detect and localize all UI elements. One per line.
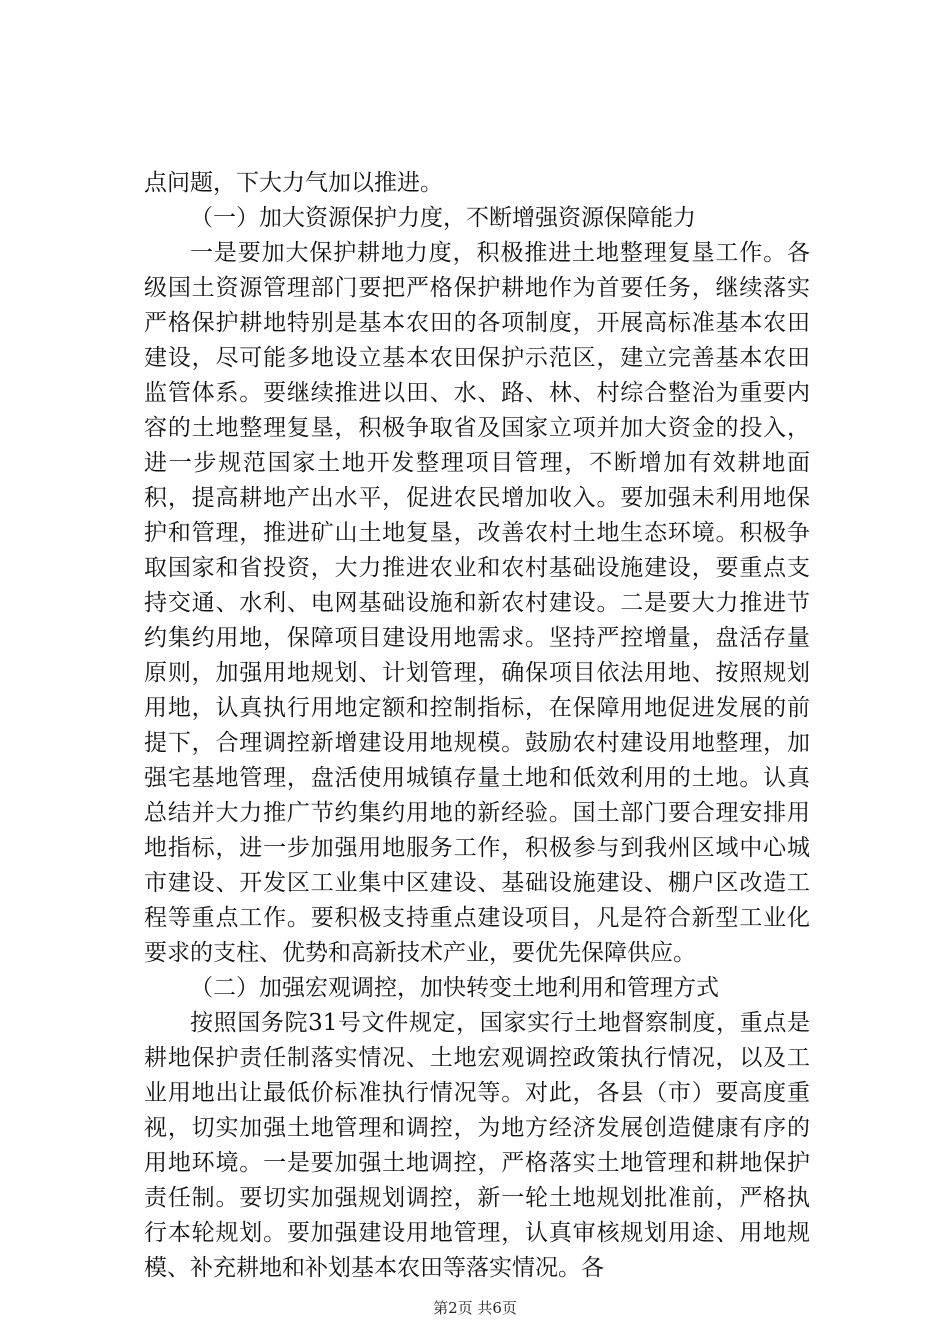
page-number-footer: 第2页 共6页 xyxy=(433,1299,517,1317)
paragraph-land-protection: 一是要加大保护耕地力度，积极推进土地整理复垦工作。各级国土资源管理部门要把严格保护耕地作为首要任务，继续落实严格保护耕地特别是基本农田的各项制度，开展高标准基本农田建设，尽可能多地设立基本农田保护示范区，建立完善基本农田监管体系。要继续推进以田、水、路、林、村综合整治为重要内容的土地整理复垦，积极争取省及国家立项并加大资金的投入，进一步规范国家土地开发整理项目管理，不断增加有效耕地面积，提高耕地产出水平，促进农民增加收入。要加强未利用地保护和管理，推进矿山土地复垦，改善农村土地生态环境。积极争取国家和省投资，大力推进农业和农村基础设施建设，要重点支持交通、水利、电网基础设施和新农村建设。二是要大力推进节约集约用地，保障项目建设用地需求。坚持严控增量，盘活存量原则，加强用地规划、计划管理，确保项目依法用地、按照规划用地，认真执行用地定额和控制指标，在保障用地促进发展的前提下，合理调控新增建设用地规模。鼓励农村建设用地整理，加强宅基地管理，盘活使用城镇存量土地和低效利用的土地。认真总结并大力推广节约集约用地的新经验。国土部门要合理安排用地指标，进一步加强用地服务工作，积极参与到我州区域中心城市建设、开发区工业集中区建设、基础设施建设、棚户区改造工程等重点工作。要积极支持重点建设项目，凡是符合新型工业化要求的支柱、优势和高新技术产业，要优先保障供应。 xyxy=(144,240,810,966)
section-heading-1: （一）加大资源保护力度，不断增强资源保障能力 xyxy=(190,205,696,231)
section-heading-2: （二）加强宏观调控，加快转变土地利用和管理方式 xyxy=(190,975,719,1001)
document-body xyxy=(144,166,810,1286)
paragraph-macro-control: 按照国务院31号文件规定，国家实行土地督察制度，重点是耕地保护责任制落实情况、土地宏观调控政策执行情况，以及工业用地出让最低价标准执行情况等。对此，各县（市）要高度重视，切实加强土地管理和调控，为地方经济发展创造健康有序的用地环境。一是要加强土地调控，严格落实土地管理和耕地保护责任制。要切实加强规划调控，新一轮土地规划批准前，严格执行本轮规划。要加强建设用地管理，认真审核规划用途、用地规模、补充耕地和补划基本农田等落实情况。各 xyxy=(144,1010,810,1281)
paragraph-continuation: 点问题，下大力气加以推进。 xyxy=(144,170,443,196)
